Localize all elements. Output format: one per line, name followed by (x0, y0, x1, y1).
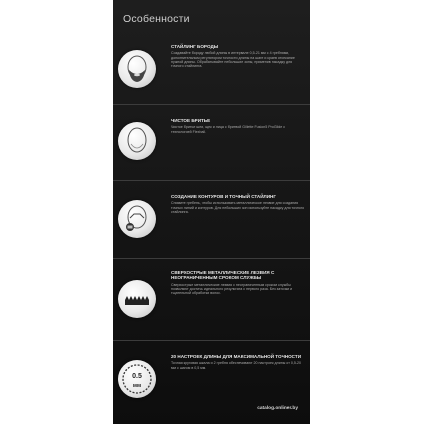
blade-icon (118, 280, 156, 318)
divider (113, 340, 310, 341)
feature-description: Создавайте бороду любой длины в интервале 0,5-21 мм с 4 гребнями, дополнительным регулятором точности длины на шаге и краев отсекание нужной длины. Обрабатывайте небольшие зоны, применив насадку для точного стайлинга. (171, 51, 295, 69)
length-dial-icon (118, 360, 156, 398)
feature-row-beard-styling (113, 38, 310, 104)
feature-title: СОЗДАНИЕ КОНТУРОВ И ТОЧНЫЙ СТАЙЛИНГ (171, 194, 276, 199)
feature-title: СТАЙЛИНГ БОРОДЫ (171, 44, 219, 49)
feature-row-metal-blades (113, 262, 310, 338)
feature-row-contour-styling (113, 184, 310, 256)
feature-description: Чистое бритье шеи, щек и лица с бритвой Gillette Fusion5 ProGlide с технологией Flexball. (171, 125, 286, 134)
feature-description: Точная круговая шкала и 2 гребня обеспечивают 20 настроек длины от 0,5-20 мм с шагом в 0,5 мм. (171, 361, 302, 370)
contour-face-icon (118, 200, 156, 238)
feature-row-length-settings (113, 344, 310, 404)
clean-shave-face-icon (118, 122, 156, 160)
feature-row-clean-shave (113, 108, 310, 178)
divider (113, 104, 310, 105)
beard-face-icon (118, 50, 156, 88)
feature-title: СВЕРХОСТРЫЕ МЕТАЛЛИЧЕСКИЕ ЛЕЗВИЯ С НЕОГРАНИЧЕННЫМ СРОКОМ СЛУЖБЫ (171, 270, 275, 281)
feature-description: Снимите гребень, чтобы использовать металлическое лезвие для создания точных линий и контуров. Для небольших зон используйте насадку для точного стайлинга. (171, 201, 305, 214)
feature-title: 20 НАСТРОЕК ДЛИНЫ ДЛЯ МАКСИМАЛЬНОЙ ТОЧНОСТИ (171, 354, 301, 359)
feature-title: ЧИСТОЕ БРИТЬЕ (171, 118, 211, 123)
features-panel (113, 0, 310, 424)
dial-unit: мм (132, 383, 142, 389)
divider (113, 258, 310, 259)
divider (113, 180, 310, 181)
footer-watermark: catalog.onliner.by (257, 406, 298, 411)
dial-value: 0.5 (132, 373, 142, 380)
feature-description: Сверхострые металлические лезвия с неограниченным сроком службы позволяют достичь идеального результата с первого раза. Без заточки и тщательной обработки волос. (171, 282, 293, 296)
section-title: Особенности (123, 13, 190, 25)
